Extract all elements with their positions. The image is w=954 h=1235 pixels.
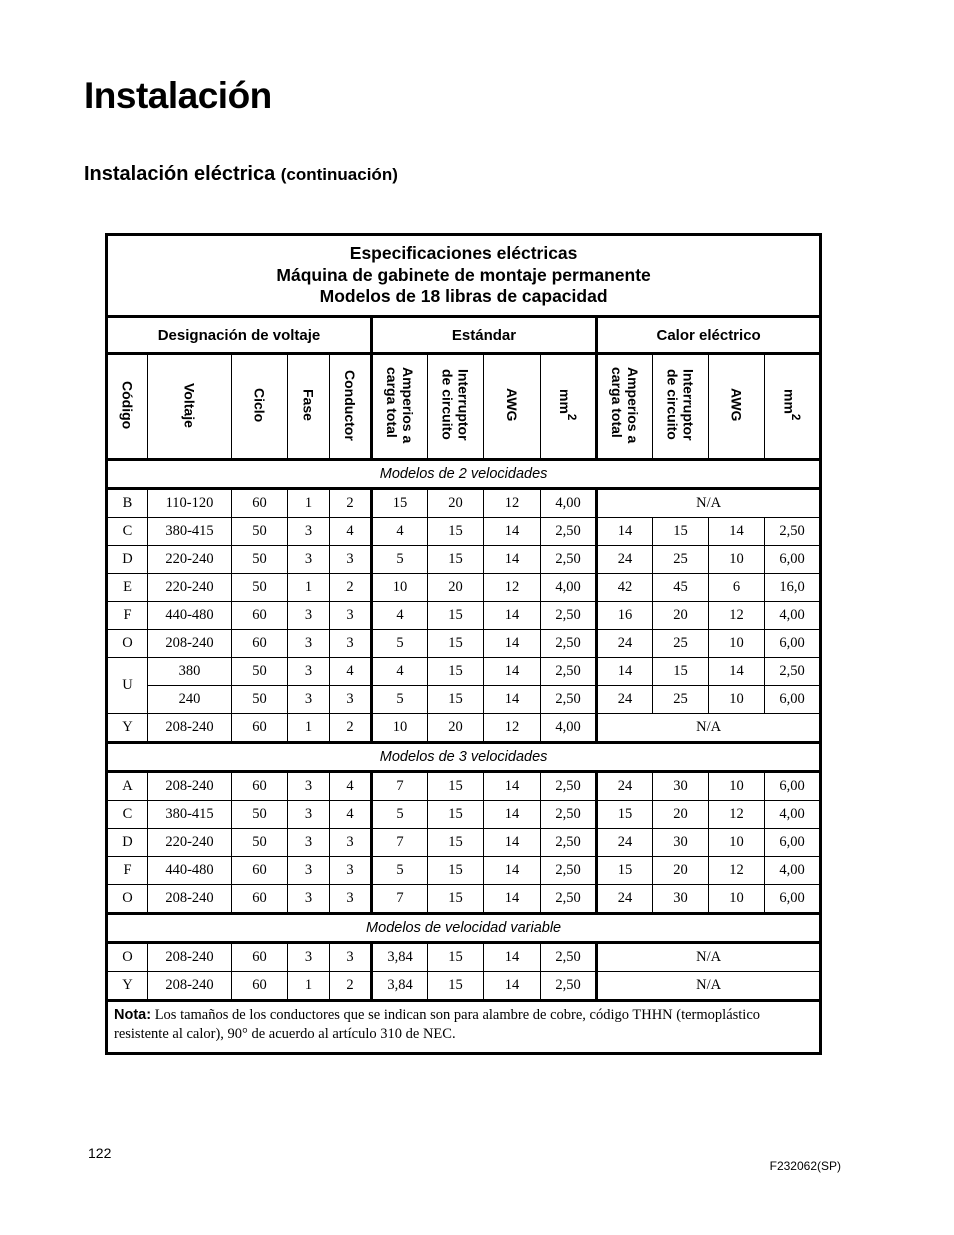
cell-heat-awg: 12	[709, 801, 765, 829]
column-header-label	[440, 369, 472, 441]
cell-heat-awg: 6	[709, 574, 765, 602]
cell-std-awg: 14	[484, 658, 541, 686]
cell-heat-amps: 15	[597, 857, 653, 885]
cell-std-mm2: 2,50	[541, 772, 597, 801]
cell-phase: 3	[288, 772, 330, 801]
cell-std-awg: 14	[484, 943, 541, 972]
cell-heat-amps: 42	[597, 574, 653, 602]
cell-heat-amps: 24	[597, 630, 653, 658]
cell-std-awg: 14	[484, 602, 541, 630]
cell-cycle: 50	[232, 574, 288, 602]
section-label: Modelos de 2 velocidades	[107, 460, 821, 489]
cell-std-mm2: 4,00	[541, 714, 597, 743]
cell-conductor: 3	[330, 546, 372, 574]
cell-std-awg: 14	[484, 829, 541, 857]
table-row	[107, 574, 821, 602]
column-header-label: Fase	[300, 389, 317, 421]
cell-voltage: 220-240	[148, 829, 232, 857]
cell-conductor: 2	[330, 714, 372, 743]
cell-code: Y	[107, 714, 148, 743]
document-code: F232062(SP)	[769, 1159, 841, 1173]
cell-conductor: 3	[330, 943, 372, 972]
cell-conductor: 4	[330, 772, 372, 801]
cell-std-amps: 3,84	[372, 972, 428, 1001]
cell-std-amps: 3,84	[372, 943, 428, 972]
cell-std-amps: 10	[372, 714, 428, 743]
cell-heat-mm2: 4,00	[765, 801, 821, 829]
cell-heat-breaker: 20	[653, 801, 709, 829]
table-row	[107, 602, 821, 630]
cell-std-breaker: 15	[428, 972, 484, 1001]
cell-code: E	[107, 574, 148, 602]
group-header-electric-heat: Calor eléctrico	[597, 317, 821, 354]
table-row	[107, 518, 821, 546]
section-heading-text: Instalación eléctrica	[84, 163, 276, 185]
cell-voltage: 208-240	[148, 972, 232, 1001]
cell-cycle: 60	[232, 630, 288, 658]
cell-conductor: 3	[330, 630, 372, 658]
cell-code: F	[107, 602, 148, 630]
table-title-line: Máquina de gabinete de montaje permanente	[276, 264, 651, 285]
cell-heat-amps: 24	[597, 686, 653, 714]
cell-std-mm2: 2,50	[541, 829, 597, 857]
cell-voltage: 240	[148, 686, 232, 714]
group-header-voltage: Designación de voltaje	[107, 317, 372, 354]
cell-voltage: 208-240	[148, 885, 232, 914]
cell-heat-awg: 10	[709, 546, 765, 574]
cell-code: Y	[107, 972, 148, 1001]
cell-std-awg: 14	[484, 686, 541, 714]
section-heading	[84, 160, 398, 189]
cell-heat-amps: 24	[597, 829, 653, 857]
cell-phase: 3	[288, 885, 330, 914]
cell-std-amps: 7	[372, 885, 428, 914]
cell-std-awg: 14	[484, 546, 541, 574]
column-header-code	[107, 354, 148, 460]
cell-heat-mm2: 16,0	[765, 574, 821, 602]
cell-code: O	[107, 885, 148, 914]
cell-std-awg: 12	[484, 489, 541, 518]
cell-voltage: 208-240	[148, 714, 232, 743]
column-header-line: de circuito	[664, 369, 681, 441]
cell-heat-amps: 24	[597, 546, 653, 574]
cell-cycle: 50	[232, 658, 288, 686]
cell-heat-mm2: 4,00	[765, 602, 821, 630]
section-subheading: (continuación)	[280, 165, 398, 184]
column-header-voltage	[148, 354, 232, 460]
cell-phase: 1	[288, 489, 330, 518]
cell-std-breaker: 15	[428, 658, 484, 686]
cell-cycle: 50	[232, 801, 288, 829]
cell-conductor: 3	[330, 602, 372, 630]
superscript-2: 2	[564, 414, 578, 421]
cell-phase: 3	[288, 630, 330, 658]
cell-cycle: 60	[232, 972, 288, 1001]
cell-phase: 1	[288, 714, 330, 743]
cell-std-mm2: 2,50	[541, 801, 597, 829]
cell-std-mm2: 2,50	[541, 857, 597, 885]
cell-std-amps: 10	[372, 574, 428, 602]
cell-heat-na: N/A	[597, 489, 821, 518]
cell-code: D	[107, 829, 148, 857]
cell-cycle: 50	[232, 518, 288, 546]
column-header-label	[557, 389, 579, 420]
cell-heat-mm2: 6,00	[765, 885, 821, 914]
cell-std-mm2: 4,00	[541, 574, 597, 602]
cell-phase: 1	[288, 574, 330, 602]
table-row	[107, 658, 821, 686]
cell-std-awg: 14	[484, 885, 541, 914]
table-row	[107, 829, 821, 857]
section-row	[107, 743, 821, 772]
cell-cycle: 60	[232, 602, 288, 630]
column-header-label	[384, 367, 416, 443]
cell-conductor: 4	[330, 801, 372, 829]
column-header-label: Código	[119, 380, 136, 430]
cell-std-breaker: 15	[428, 686, 484, 714]
table-row	[107, 714, 821, 743]
cell-code: F	[107, 857, 148, 885]
cell-std-breaker: 15	[428, 857, 484, 885]
cell-std-mm2: 2,50	[541, 686, 597, 714]
column-header-label: Ciclo	[251, 387, 268, 423]
cell-std-amps: 7	[372, 829, 428, 857]
page-number: 122	[88, 1145, 112, 1161]
cell-std-mm2: 2,50	[541, 602, 597, 630]
cell-std-breaker: 15	[428, 943, 484, 972]
cell-code: O	[107, 630, 148, 658]
cell-heat-awg: 12	[709, 857, 765, 885]
cell-heat-amps: 14	[597, 518, 653, 546]
table-title-line: Modelos de 18 libras de capacidad	[319, 286, 608, 307]
column-header-line: Amperios a	[400, 366, 416, 444]
cell-phase: 3	[288, 943, 330, 972]
table-row	[107, 943, 821, 972]
column-header-line: Interruptor	[680, 369, 697, 441]
cell-std-awg: 14	[484, 518, 541, 546]
cell-heat-awg: 10	[709, 686, 765, 714]
table-row	[107, 772, 821, 801]
cell-conductor: 3	[330, 686, 372, 714]
cell-std-amps: 5	[372, 546, 428, 574]
cell-cycle: 60	[232, 489, 288, 518]
electrical-specifications-table	[105, 233, 822, 1055]
cell-voltage: 440-480	[148, 602, 232, 630]
note-label: Nota:	[114, 1007, 152, 1023]
cell-heat-mm2: 2,50	[765, 658, 821, 686]
cell-code: C	[107, 801, 148, 829]
column-header-label: AWG	[728, 388, 745, 422]
cell-heat-mm2: 4,00	[765, 857, 821, 885]
cell-heat-breaker: 30	[653, 772, 709, 801]
column-header-label	[781, 389, 803, 420]
column-header-line: carga total	[384, 366, 400, 438]
cell-heat-awg: 14	[709, 518, 765, 546]
cell-std-awg: 14	[484, 972, 541, 1001]
cell-code: D	[107, 546, 148, 574]
cell-std-mm2: 4,00	[541, 489, 597, 518]
cell-std-amps: 5	[372, 686, 428, 714]
cell-phase: 3	[288, 518, 330, 546]
cell-std-awg: 14	[484, 630, 541, 658]
section-label: Modelos de 3 velocidades	[107, 743, 821, 772]
column-header-heat-awg	[709, 354, 765, 460]
cell-cycle: 50	[232, 686, 288, 714]
cell-std-amps: 4	[372, 658, 428, 686]
cell-code: O	[107, 943, 148, 972]
cell-std-mm2: 2,50	[541, 972, 597, 1001]
group-header-standard: Estándar	[372, 317, 597, 354]
cell-std-mm2: 2,50	[541, 630, 597, 658]
cell-heat-breaker: 20	[653, 857, 709, 885]
cell-heat-breaker: 45	[653, 574, 709, 602]
cell-std-breaker: 15	[428, 772, 484, 801]
cell-std-awg: 12	[484, 574, 541, 602]
column-header-label: Voltaje	[181, 382, 198, 428]
cell-heat-amps: 24	[597, 772, 653, 801]
cell-std-amps: 15	[372, 489, 428, 518]
cell-heat-amps: 16	[597, 602, 653, 630]
column-header-line: de circuito	[439, 369, 456, 441]
cell-std-breaker: 15	[428, 602, 484, 630]
cell-heat-amps: 15	[597, 801, 653, 829]
cell-phase: 3	[288, 829, 330, 857]
cell-cycle: 60	[232, 885, 288, 914]
cell-heat-breaker: 20	[653, 602, 709, 630]
cell-heat-na: N/A	[597, 972, 821, 1001]
column-header-std-amps	[372, 354, 428, 460]
section-label: Modelos de velocidad variable	[107, 914, 821, 943]
table-row	[107, 972, 821, 1001]
cell-heat-awg: 10	[709, 885, 765, 914]
cell-heat-awg: 10	[709, 829, 765, 857]
cell-heat-breaker: 25	[653, 630, 709, 658]
column-header-line: carga total	[609, 366, 625, 438]
column-header-label	[665, 369, 697, 441]
cell-cycle: 50	[232, 546, 288, 574]
cell-conductor: 3	[330, 857, 372, 885]
cell-voltage: 380	[148, 658, 232, 686]
column-header-phase	[288, 354, 330, 460]
cell-std-breaker: 20	[428, 489, 484, 518]
column-header-heat-breaker	[653, 354, 709, 460]
superscript-2: 2	[788, 414, 802, 421]
column-header-label	[609, 367, 641, 443]
cell-std-awg: 12	[484, 714, 541, 743]
cell-code: A	[107, 772, 148, 801]
table-row	[107, 885, 821, 914]
table-row	[107, 546, 821, 574]
cell-voltage: 208-240	[148, 630, 232, 658]
page-title: Instalación	[84, 75, 272, 116]
cell-conductor: 2	[330, 574, 372, 602]
cell-phase: 3	[288, 857, 330, 885]
cell-std-breaker: 15	[428, 829, 484, 857]
cell-std-breaker: 15	[428, 518, 484, 546]
cell-heat-breaker: 30	[653, 885, 709, 914]
table-body	[107, 460, 821, 1001]
cell-voltage: 380-415	[148, 801, 232, 829]
cell-std-mm2: 2,50	[541, 658, 597, 686]
cell-phase: 3	[288, 546, 330, 574]
column-header-label: Conductor	[342, 369, 358, 441]
cell-conductor: 4	[330, 518, 372, 546]
cell-std-amps: 5	[372, 801, 428, 829]
cell-std-awg: 14	[484, 772, 541, 801]
cell-heat-breaker: 15	[653, 518, 709, 546]
cell-std-mm2: 2,50	[541, 546, 597, 574]
cell-std-breaker: 15	[428, 801, 484, 829]
cell-std-amps: 4	[372, 518, 428, 546]
cell-phase: 1	[288, 972, 330, 1001]
table-row	[107, 630, 821, 658]
cell-heat-amps: 24	[597, 885, 653, 914]
cell-std-awg: 14	[484, 801, 541, 829]
cell-voltage: 440-480	[148, 857, 232, 885]
cell-std-breaker: 15	[428, 630, 484, 658]
cell-std-amps: 7	[372, 772, 428, 801]
cell-heat-breaker: 15	[653, 658, 709, 686]
column-header-mm: mm	[557, 389, 574, 415]
cell-voltage: 208-240	[148, 772, 232, 801]
column-header-std-mm2	[541, 354, 597, 460]
cell-std-breaker: 20	[428, 714, 484, 743]
cell-phase: 3	[288, 658, 330, 686]
table-row	[107, 489, 821, 518]
cell-std-mm2: 2,50	[541, 885, 597, 914]
table-row	[107, 686, 821, 714]
cell-conductor: 3	[330, 885, 372, 914]
cell-std-mm2: 2,50	[541, 518, 597, 546]
cell-heat-awg: 10	[709, 772, 765, 801]
column-header-line: Amperios a	[625, 366, 641, 444]
cell-heat-amps: 14	[597, 658, 653, 686]
cell-heat-awg: 14	[709, 658, 765, 686]
cell-std-breaker: 15	[428, 885, 484, 914]
cell-conductor: 2	[330, 489, 372, 518]
column-header-std-breaker	[428, 354, 484, 460]
cell-heat-mm2: 6,00	[765, 630, 821, 658]
section-row	[107, 914, 821, 943]
cell-phase: 3	[288, 801, 330, 829]
column-header-line: Interruptor	[455, 369, 472, 441]
cell-std-amps: 4	[372, 602, 428, 630]
cell-voltage: 110-120	[148, 489, 232, 518]
column-header-std-awg	[484, 354, 541, 460]
cell-voltage: 208-240	[148, 943, 232, 972]
cell-std-mm2: 2,50	[541, 943, 597, 972]
cell-heat-mm2: 6,00	[765, 686, 821, 714]
table-title	[107, 235, 821, 317]
cell-phase: 3	[288, 602, 330, 630]
cell-heat-mm2: 6,00	[765, 829, 821, 857]
cell-std-breaker: 20	[428, 574, 484, 602]
column-header-label: AWG	[504, 388, 520, 422]
cell-code: B	[107, 489, 148, 518]
cell-cycle: 50	[232, 829, 288, 857]
cell-std-breaker: 15	[428, 546, 484, 574]
cell-cycle: 60	[232, 714, 288, 743]
cell-heat-breaker: 25	[653, 686, 709, 714]
cell-std-amps: 5	[372, 857, 428, 885]
cell-conductor: 2	[330, 972, 372, 1001]
cell-heat-breaker: 30	[653, 829, 709, 857]
cell-conductor: 4	[330, 658, 372, 686]
column-header-heat-mm2	[765, 354, 821, 460]
cell-heat-mm2: 6,00	[765, 546, 821, 574]
column-header-conductor	[330, 354, 372, 460]
cell-conductor: 3	[330, 829, 372, 857]
cell-heat-mm2: 2,50	[765, 518, 821, 546]
cell-phase: 3	[288, 686, 330, 714]
cell-cycle: 60	[232, 857, 288, 885]
table-note	[107, 1001, 821, 1054]
cell-std-awg: 14	[484, 857, 541, 885]
cell-heat-awg: 10	[709, 630, 765, 658]
note-text: Los tamaños de los conductores que se indican son para alambre de cobre, código THHN (termoplástico resistente al calor), 90° de acuerdo al artículo 310 de NEC.	[114, 1007, 761, 1042]
cell-heat-mm2: 6,00	[765, 772, 821, 801]
cell-heat-awg: 12	[709, 602, 765, 630]
cell-voltage: 220-240	[148, 574, 232, 602]
cell-heat-breaker: 25	[653, 546, 709, 574]
column-header-cycle	[232, 354, 288, 460]
column-header-heat-amps	[597, 354, 653, 460]
cell-voltage: 380-415	[148, 518, 232, 546]
column-header-mm: mm	[781, 389, 798, 415]
cell-voltage: 220-240	[148, 546, 232, 574]
cell-std-amps: 5	[372, 630, 428, 658]
cell-cycle: 60	[232, 772, 288, 801]
cell-code: C	[107, 518, 148, 546]
table-row	[107, 801, 821, 829]
cell-cycle: 60	[232, 943, 288, 972]
cell-heat-na: N/A	[597, 943, 821, 972]
table-title-line: Especificaciones eléctricas	[349, 243, 578, 264]
section-row	[107, 460, 821, 489]
cell-code: U	[107, 658, 148, 714]
cell-heat-na: N/A	[597, 714, 821, 743]
table-row	[107, 857, 821, 885]
